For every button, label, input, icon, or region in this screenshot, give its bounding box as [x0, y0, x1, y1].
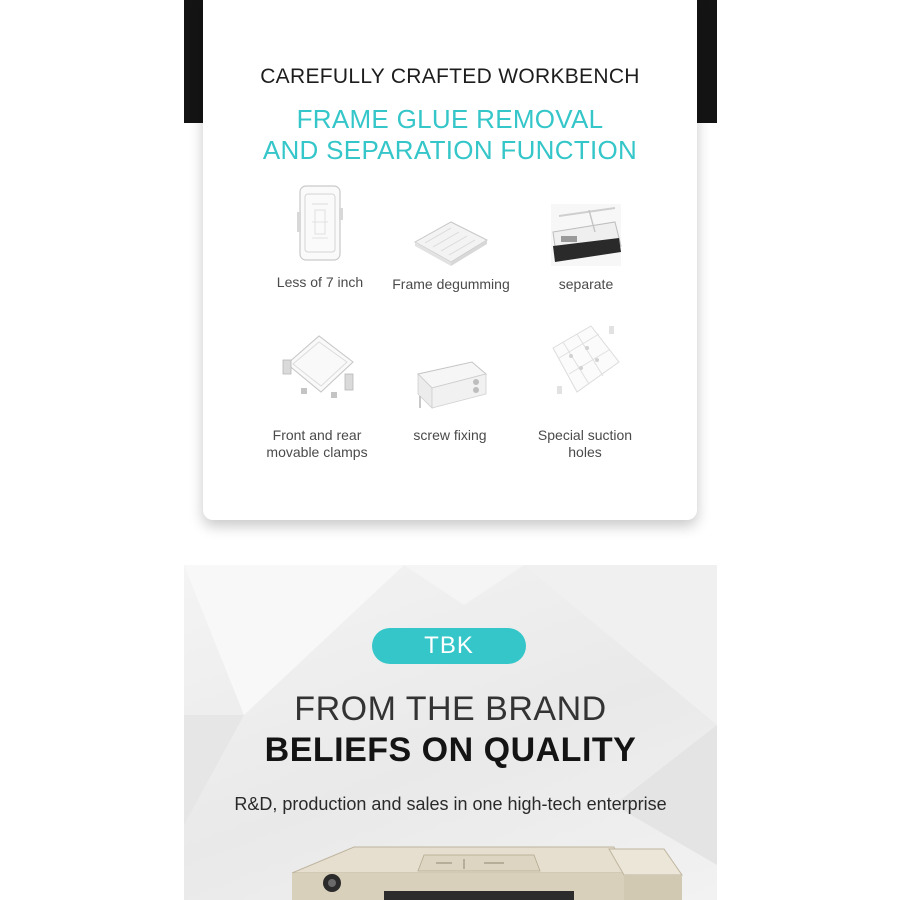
- card-subtitle-line2: AND SEPARATION FUNCTION: [262, 135, 638, 165]
- movable-clamp-icon: [279, 330, 359, 404]
- phone-mold-icon: [295, 182, 345, 264]
- feature-item-suction-holes: [505, 328, 665, 468]
- product-page-column: [184, 0, 717, 900]
- suction-holes-icon: [547, 322, 623, 406]
- machine-icon: [284, 843, 684, 900]
- feature-card: [203, 0, 697, 520]
- feature-label: separate: [558, 276, 614, 292]
- brand-heading-line2: BELIEFS ON QUALITY: [264, 731, 637, 769]
- brand-badge: TBK: [372, 628, 526, 664]
- brand-section: [184, 565, 717, 900]
- card-subtitle: [203, 104, 697, 166]
- feature-label: Less of 7 inch: [276, 274, 364, 290]
- degumming-plate-icon: [411, 216, 491, 268]
- screw-fixing-icon: [414, 356, 490, 412]
- separation-tool-icon: [549, 202, 623, 268]
- brand-tagline: R&D, production and sales in one high-tech enterprise: [234, 794, 667, 814]
- brand-heading-line1: FROM THE BRAND: [294, 690, 607, 728]
- card-subtitle-line1: FRAME GLUE REMOVAL: [296, 104, 604, 134]
- feature-label-line1: Special suction: [537, 427, 633, 443]
- card-title: CAREFULLY CRAFTED WORKBENCH: [260, 65, 640, 88]
- feature-item-separate: [506, 180, 666, 300]
- feature-label: screw fixing: [413, 427, 487, 443]
- feature-label: Frame degumming: [392, 276, 510, 292]
- feature-label-line1: Front and rear: [272, 427, 362, 443]
- feature-label-line2: movable clamps: [266, 444, 368, 460]
- feature-label-line2: holes: [568, 444, 602, 460]
- feature-label-two-line: [505, 427, 665, 461]
